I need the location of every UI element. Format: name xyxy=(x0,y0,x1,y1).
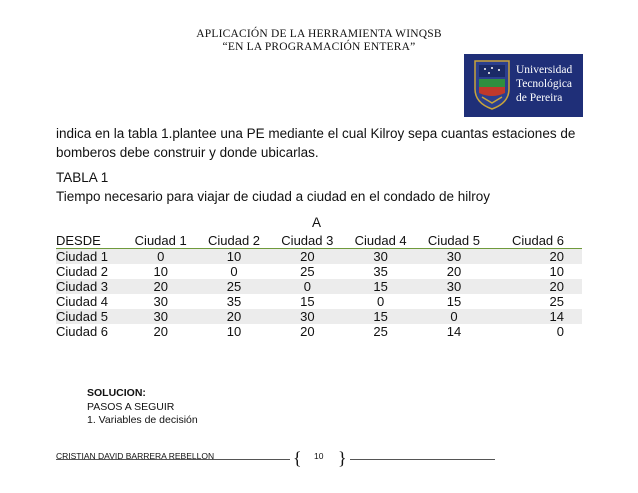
table-cell: 15 xyxy=(300,294,315,309)
solution-steps-heading: PASOS A SEGUIR xyxy=(87,401,175,413)
table-cell: 30 xyxy=(124,309,197,324)
table-cell: 20 xyxy=(271,249,344,265)
table-header-cell: Ciudad 2 xyxy=(197,233,270,249)
table-header-cell: Ciudad 3 xyxy=(271,233,344,249)
travel-time-table xyxy=(56,233,582,339)
table-header-cell: Ciudad 5 xyxy=(417,233,490,249)
table-cell: 0 xyxy=(556,324,564,339)
logo-line: de Pereira xyxy=(516,92,563,104)
table-header-row xyxy=(56,233,582,249)
table-cell: 14 xyxy=(446,324,462,339)
solution-title: SOLUCION: xyxy=(87,387,146,399)
table-cell: 10 xyxy=(197,249,270,265)
table-cell: 14 xyxy=(491,309,582,324)
table-cell: Ciudad 3 xyxy=(56,279,124,294)
solution-item: 1. Variables de decisión xyxy=(87,414,198,426)
table-header-cell: Ciudad 6 xyxy=(491,233,582,249)
university-seal-icon xyxy=(472,59,512,111)
table-cell: 20 xyxy=(491,279,582,294)
table-cell: 25 xyxy=(197,279,270,294)
table-cell: 20 xyxy=(153,324,168,339)
table-cell: Ciudad 6 xyxy=(56,324,109,339)
table-cell: 30 xyxy=(271,309,344,324)
logo-line: Tecnológica xyxy=(516,78,573,90)
header-title: APLICACIÓN DE LA HERRAMIENTA WINQSB xyxy=(196,28,442,40)
footer-bracket-left: { xyxy=(293,448,302,468)
footer-divider xyxy=(350,459,495,460)
table-cell: 15 xyxy=(344,279,417,294)
logo-text xyxy=(516,63,572,105)
table-cell: 25 xyxy=(549,294,564,309)
table-label: TABLA 1 xyxy=(56,170,109,185)
table-row xyxy=(56,309,582,324)
table-cell: 35 xyxy=(373,264,388,279)
table-header-cell: DESDE xyxy=(56,233,124,249)
table-cell: 30 xyxy=(417,249,490,265)
table-cell: Ciudad 2 xyxy=(56,264,109,279)
table-cell: 15 xyxy=(344,309,417,324)
table-header-cell: Ciudad 4 xyxy=(344,233,417,249)
table-cell: 10 xyxy=(226,324,242,339)
table-cell: Ciudad 5 xyxy=(56,309,124,324)
table-cell: 0 xyxy=(271,279,344,294)
page-number: 10 xyxy=(314,451,324,461)
table-cell: 20 xyxy=(124,279,197,294)
table-cell: 15 xyxy=(446,294,462,309)
footer-author: CRISTIAN DAVID BARRERA REBELLON xyxy=(56,451,215,461)
logo-line: Universidad xyxy=(516,64,573,76)
table-cell: 20 xyxy=(300,324,315,339)
table-row xyxy=(56,324,582,339)
table-cell: 35 xyxy=(226,294,242,309)
problem-paragraph: indica en la tabla 1.plantee una PE mediante el cual Kilroy sepa cuantas estaciones de bomberos debe construir y donde ubicarlas. xyxy=(56,126,576,160)
table-cell: 0 xyxy=(377,294,385,309)
table-cell: 30 xyxy=(344,249,417,265)
table-cell: 20 xyxy=(446,264,462,279)
university-logo xyxy=(464,54,583,117)
table-cell: 20 xyxy=(491,249,582,265)
table-cell: 30 xyxy=(153,294,168,309)
table-cell: 0 xyxy=(124,249,197,265)
table-cell: 20 xyxy=(197,309,270,324)
footer-bracket-right: } xyxy=(338,448,347,468)
table-row xyxy=(56,279,582,294)
table-cell: 25 xyxy=(300,264,315,279)
table-cell: 0 xyxy=(417,309,490,324)
table-row xyxy=(56,294,582,309)
header-subtitle: “EN LA PROGRAMACIÓN ENTERA” xyxy=(222,41,416,53)
table-cell: Ciudad 1 xyxy=(56,249,124,265)
table-caption: Tiempo necesario para viajar de ciudad a ciudad en el condado de hilroy xyxy=(56,189,491,204)
column-group-label: A xyxy=(312,215,322,230)
table-row xyxy=(56,249,582,265)
table-cell: 30 xyxy=(417,279,490,294)
table-cell: 10 xyxy=(549,264,564,279)
table-cell: Ciudad 4 xyxy=(56,294,109,309)
table-row xyxy=(56,264,582,279)
table-header-cell: Ciudad 1 xyxy=(124,233,197,249)
table-cell: 25 xyxy=(373,324,388,339)
table-cell: 0 xyxy=(230,264,238,279)
table-cell: 10 xyxy=(153,264,168,279)
